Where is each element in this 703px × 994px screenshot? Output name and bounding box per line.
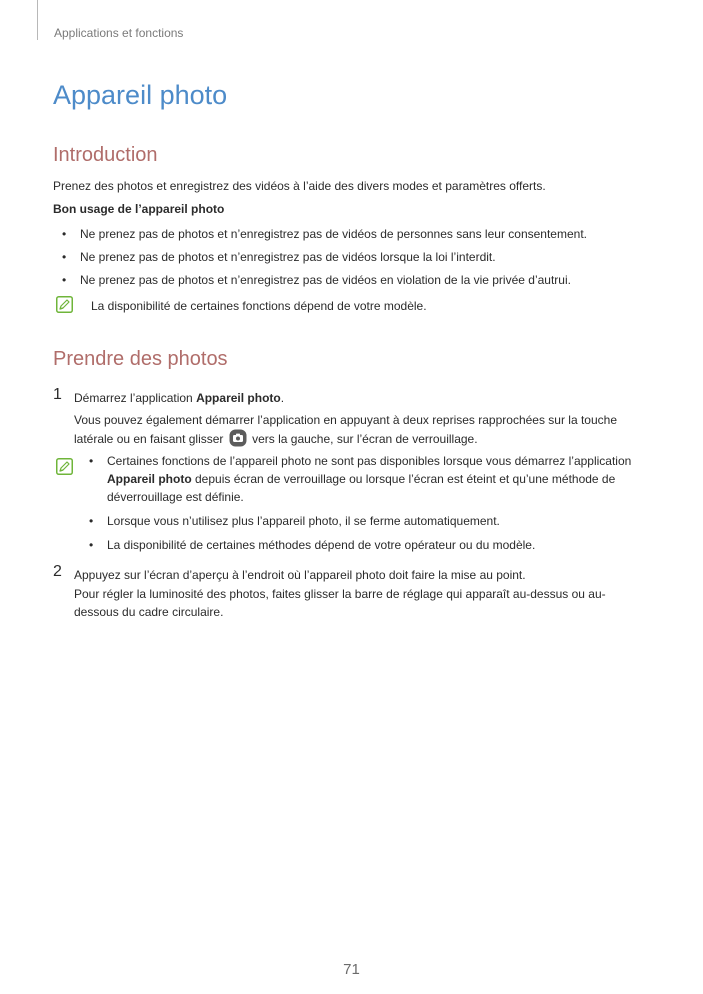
step-2-line-2: Pour régler la luminosité des photos, faites glisser la barre de réglage qui apparaît au-dessus ou au-dessous du cadre circulaire. bbox=[74, 587, 606, 619]
step-1-note-1-app: Appareil photo bbox=[107, 472, 192, 486]
step-1-note-list bbox=[80, 452, 640, 560]
usage-subheading: Bon usage de l’appareil photo bbox=[53, 202, 225, 216]
step-1-sub-line-1: Vous pouvez également démarrer l’application en appuyant à deux reprises rapprochées sur la touche bbox=[74, 413, 617, 427]
step-1-note-1 bbox=[80, 452, 640, 506]
introduction-heading: Introduction bbox=[53, 144, 158, 166]
step-1-text-before: Démarrez l’application bbox=[74, 391, 197, 405]
step-1-note-1-after: depuis écran de verrouillage ou lorsque l’écran est éteint et qu’une méthode de déverrouillage est définie. bbox=[107, 472, 616, 504]
camera-icon bbox=[229, 429, 247, 447]
step-1-text-after: . bbox=[280, 391, 285, 405]
note-pencil-icon bbox=[56, 296, 73, 313]
take-photos-heading: Prendre des photos bbox=[53, 348, 228, 370]
step-1-sub-line-2-before: latérale ou en faisant glisser bbox=[74, 432, 224, 446]
step-1-app-name: Appareil photo bbox=[196, 391, 281, 405]
page-title: Appareil photo bbox=[53, 80, 228, 110]
step-2-number: 2 bbox=[53, 563, 62, 580]
introduction-note: La disponibilité de certaines fonctions dépend de votre modèle. bbox=[91, 299, 427, 313]
usage-bullet-2: • Ne prenez pas de photos et n’enregistrez pas de vidéos lorsque la loi l’interdit. bbox=[53, 248, 587, 266]
usage-bullet-1: • Ne prenez pas de photos et n’enregistrez pas de vidéos de personnes sans leur consentement. bbox=[53, 225, 587, 243]
step-1-text bbox=[74, 389, 649, 407]
step-1-note-1-before: Certaines fonctions de l’appareil photo ne sont pas disponibles lorsque vous démarrez l’application bbox=[107, 454, 632, 468]
step-1-sub-line-2 bbox=[74, 429, 649, 448]
step-1-sub-line-2-after: vers la gauche, sur l’écran de verrouillage. bbox=[252, 432, 478, 446]
usage-bullet-3: • Ne prenez pas de photos et n’enregistrez pas de vidéos en violation de la vie privée d’autrui. bbox=[53, 271, 587, 289]
step-1-number: 1 bbox=[53, 386, 62, 403]
step-1-note-2: • Lorsque vous n’utilisez plus l’appareil photo, il se ferme automatiquement. bbox=[80, 512, 640, 530]
usage-bullet-list bbox=[53, 225, 587, 294]
step-1-note-3: • La disponibilité de certaines méthodes dépend de votre opérateur ou du modèle. bbox=[80, 536, 640, 554]
page-margin-rule bbox=[37, 0, 38, 40]
step-2-line-1: Appuyez sur l’écran d’aperçu à l’endroit où l’appareil photo doit faire la mise au point. bbox=[74, 568, 526, 582]
page-number: 71 bbox=[343, 961, 360, 978]
introduction-text: Prenez des photos et enregistrez des vidéos à l’aide des divers modes et paramètres offerts. bbox=[53, 179, 546, 193]
running-header: Applications et fonctions bbox=[54, 26, 184, 40]
note-pencil-icon bbox=[56, 458, 73, 475]
